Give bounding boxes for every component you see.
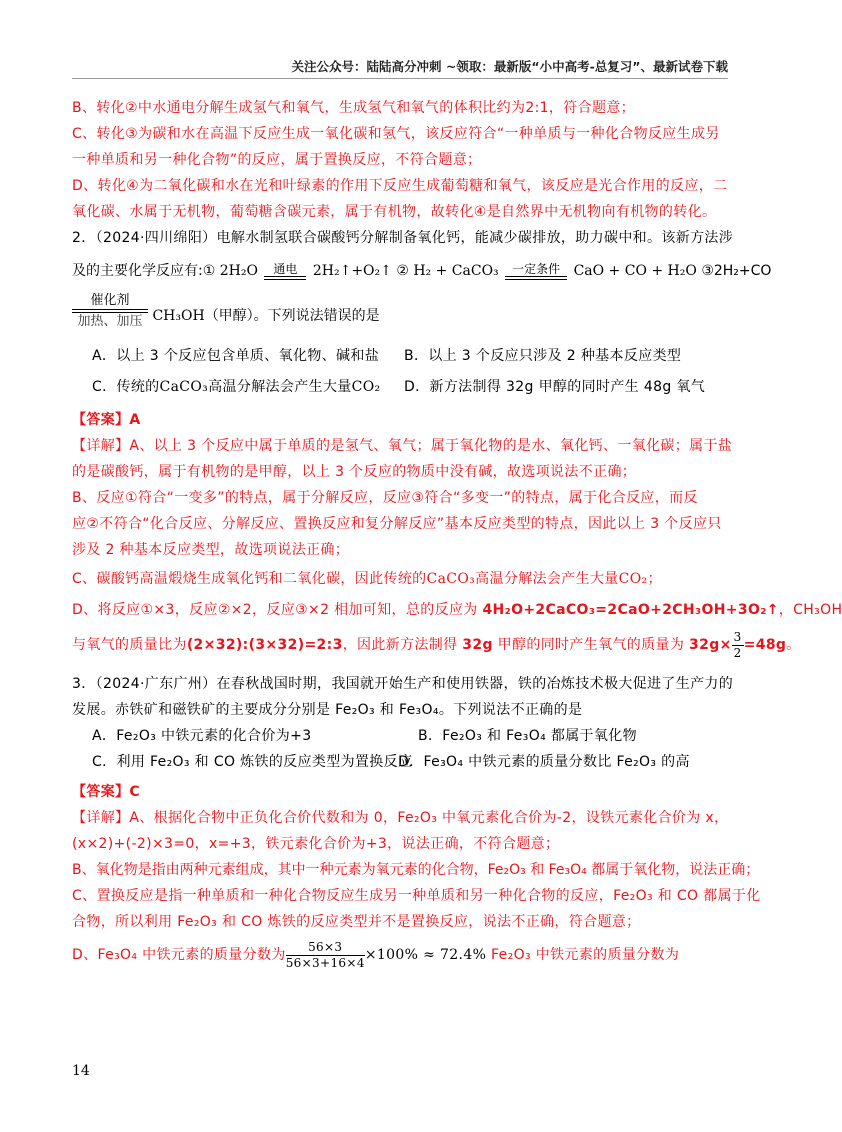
q2-stem-line1: 2．（2024·四川绵阳）电解水制氢联合碳酸钙分解制备氧化钙，能减少碳排放，助力碳中和。该新方法涉 [72, 230, 734, 246]
reaction-1-number: ① [202, 263, 216, 279]
reaction-2-products: CaO + CO + H₂O [573, 263, 697, 279]
q2-exp8-calc-prefix: 32g× [689, 637, 732, 653]
q2-exp6-end: ； [647, 571, 662, 587]
q2-exp8-fraction-numerator: 3 [733, 629, 742, 644]
q2-exp8-middle2: 甲醇的同时产生氧气的质量为 [492, 637, 690, 653]
q2-explanation-line2: 的是碳酸钙，属于有机物的是甲醇，以上 3 个反应的物质中没有碱，故选项说法不正确； [72, 464, 637, 480]
reaction-1-products: 2H₂↑+O₂↑ [312, 263, 392, 279]
prev-explanation-d-line2: 氧化碳、水属于无机物，葡萄糖含碳元素，属于有机物，故转化④是自然界中无机物向有机物的转化。 [72, 204, 717, 220]
q2-explanation-line4: 应②不符合“化合反应、分解反应、置换反应和复分解反应”基本反应类型的特点，因此以上 3 个反应只 [72, 516, 722, 532]
q2-answer: 【答案】A [72, 412, 141, 428]
prev-explanation-d-line1: D、转化④为二氧化碳和水在光和叶绿素的作用下反应生成葡萄糖和氧气，该反应是光合作用的反应，二 [72, 178, 728, 194]
q2-explanation-line7 [72, 595, 842, 625]
q2-reaction-3-line [72, 291, 732, 341]
q2-explanation-line5: 涉及 2 种基本反应类型，故选项说法正确； [72, 542, 350, 558]
q2-mass-ratio: (2×32):(3×32)=2:3 [186, 637, 343, 653]
reaction-3-arrow [72, 293, 148, 331]
q3-stem-line2: 发展。赤铁矿和磁铁矿的主要成分分别是 Fe₂O₃ 和 Fe₃O₄。下列说法不正确的是 [72, 702, 583, 718]
prev-explanation-b: B、转化②中水通电分解生成氢气和氧气，生成氢气和氧气的体积比约为2:1，符合题意； [72, 100, 636, 116]
q2-explanation-line8 [72, 625, 801, 665]
page-content [72, 95, 842, 975]
q2-exp6-formula2: CO₂ [618, 571, 648, 587]
q3-answer: 【答案】C [72, 784, 141, 800]
q3-exp6-fraction [286, 940, 365, 971]
q2-explanation-line3: B、反应①符合“一变多”的特点，属于分解反应，反应③符合“多变一”的特点，属于化合反应，而反 [72, 490, 698, 506]
q2-exp6-prefix: C、碳酸钙高温煅烧生成氧化钙和二氧化碳，因此传统的 [72, 571, 427, 587]
q2-exp8-fraction [732, 630, 744, 661]
q3-exp6-result: ×100% ≈ 72.4% [364, 947, 487, 963]
q2-explanation-line6 [72, 563, 732, 595]
reaction-1-reactants: 2H₂O [219, 263, 258, 279]
q2-exp8-prefix: 与氧气的质量比为 [72, 637, 187, 653]
reaction-1-condition: 通电 [273, 262, 298, 276]
reaction-3-condition: 加热、加压 [77, 314, 143, 329]
q2-options-row1 [72, 341, 732, 371]
q3-exp6-prefix: D、Fe₃O₄ 中铁元素的质量分数为 [72, 947, 286, 963]
q2-options-row2 [72, 371, 732, 403]
q2-exp8-end: 。 [786, 637, 801, 653]
q2-exp7-end: ，CH₃OH [778, 602, 842, 618]
q2-exp6-middle: 高温分解法会产生大量 [475, 571, 619, 587]
q3-explanation-line6 [72, 935, 732, 975]
reaction-3-number: ③ [701, 263, 714, 279]
q3-exp6-fraction-numerator: 56×3 [286, 940, 365, 956]
q2-stem-tail: （甲醇）。下列说法错误的是 [204, 308, 380, 324]
q2-option-c-formula2: CO₂ [351, 379, 381, 395]
q3-exp6-end: Fe₂O₃ 中铁元素的质量分数为 [486, 947, 680, 963]
q2-option-a: A．以上 3 个反应包含单质、氧化物、碱和盐 [92, 348, 380, 364]
q3-explanation-line2: (x×2)+(-2)×3=0，x=+3，铁元素化合价为+3，说法正确，不符合题意； [72, 836, 560, 852]
q3-explanation-line4: C、置换反应是指一种单质和一种化合物反应生成另一种单质和另一种化合物的反应，Fe₂O₃ 和 CO 都属于化 [72, 888, 761, 904]
q2-reactions-line [72, 251, 772, 291]
q2-option-c-formula1: CaCO₃ [159, 379, 209, 395]
q2-stem-prefix: 及的主要化学反应有: [72, 263, 203, 279]
reaction-3-catalyst: 催化剂 [90, 293, 130, 308]
prev-explanation-c-line2: 一种单质和另一种化合物”的反应，属于置换反应，不符合题意； [72, 152, 482, 168]
q3-options-row1 [72, 723, 732, 749]
q3-exp6-fraction-denominator: 56×3+16×4 [285, 955, 365, 970]
q2-total-equation: 4H₂O+2CaCO₃=2CaO+2CH₃OH+3O₂↑ [482, 602, 779, 618]
q3-stem-line1: 3．（2024·广东广州）在春秋战国时期，我国就开始生产和使用铁器，铁的冶炼技术极大促进了生产力的 [72, 676, 734, 692]
q2-option-c [92, 379, 381, 395]
q2-exp8-middle: ，因此新方法制得 [342, 637, 463, 653]
q3-option-a: A．Fe₂O₃ 中铁元素的化合价为+3 [92, 728, 312, 744]
q2-option-d: D．新方法制得 32g 甲醇的同时产生 48g 氧气 [404, 379, 706, 395]
q2-exp7-prefix: D、将反应①×3，反应②×2，反应③×2 相加可知，总的反应为 [72, 602, 483, 618]
reaction-3-reactants: 2H₂+CO [713, 263, 772, 279]
q3-explanation-line3: B、氧化物是指由两种元素组成，其中一种元素为氧元素的化合物，Fe₂O₃ 和 Fe₃O₄ 都属于氧化物，说法正确； [72, 862, 760, 878]
header-divider [72, 78, 728, 79]
reaction-3-products: CH₃OH [152, 308, 205, 324]
reaction-2-condition: 一定条件 [512, 262, 561, 276]
q3-option-c: C．利用 Fe₂O₃ 和 CO 炼铁的反应类型为置换反应 [92, 754, 413, 770]
q3-option-b: B．Fe₂O₃ 和 Fe₃O₄ 都属于氧化物 [418, 728, 637, 744]
q2-exp8-result: =48g [743, 637, 787, 653]
page-header: 关注公众号：陆陆高分冲刺 ~领取：最新版“小中高考-总复习”、最新试卷下载 [291, 59, 728, 74]
q2-exp8-mass: 32g [462, 637, 493, 653]
reaction-2-reactants: H₂ + CaCO₃ [413, 263, 499, 279]
q2-option-c-prefix: C．传统的 [92, 379, 160, 395]
q3-options-row2 [72, 749, 732, 775]
page-number: 14 [72, 1063, 90, 1079]
q2-explanation-line1: 【详解】A、以上 3 个反应中属于单质的是氢气、氧气；属于氧化物的是水、氧化钙、一氧化碳；属于盐 [72, 438, 733, 454]
q2-option-b: B．以上 3 个反应只涉及 2 种基本反应类型 [404, 348, 682, 364]
reaction-2-arrow [505, 262, 567, 280]
reaction-2-number: ② [396, 263, 409, 279]
q2-option-c-middle: 高温分解法会产生大量 [208, 379, 352, 395]
reaction-1-arrow [264, 262, 306, 280]
q3-option-d: D．Fe₃O₄ 中铁元素的质量分数比 Fe₂O₃ 的高 [398, 754, 690, 770]
q2-exp8-fraction-denominator: 2 [733, 645, 742, 660]
prev-explanation-c-line1: C、转化③为碳和水在高温下反应生成一氧化碳和氢气，该反应符合“一种单质与一种化合物反应生成另 [72, 126, 720, 142]
q3-explanation-line1: 【详解】A、根据化合物中正负化合价代数和为 0，Fe₂O₃ 中氧元素化合价为-2，设铁元素化合价为 x， [72, 810, 729, 826]
q2-exp6-formula1: CaCO₃ [426, 571, 476, 587]
q3-explanation-line5: 合物，所以利用 Fe₂O₃ 和 CO 炼铁的反应类型并不是置换反应，说法不正确，符合题意； [72, 914, 641, 930]
